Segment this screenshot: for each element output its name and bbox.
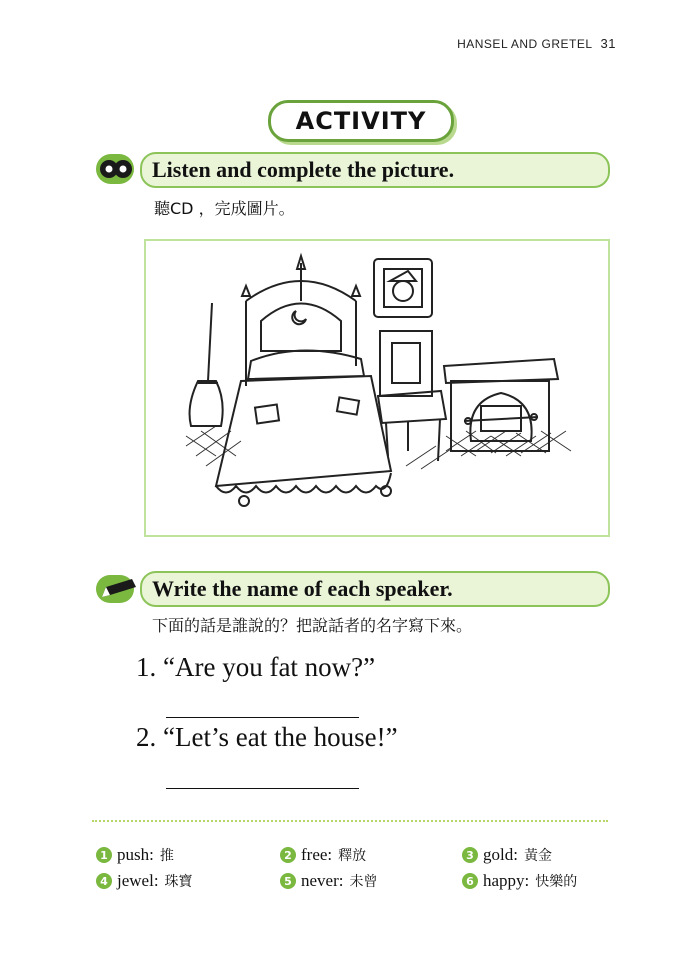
answer-blank-1[interactable] — [166, 717, 359, 718]
section-listen-title: Listen and complete the picture. — [152, 157, 455, 182]
answer-blank-2[interactable] — [166, 788, 359, 789]
vocab-translation: 珠寶 — [164, 874, 193, 890]
running-header — [457, 36, 616, 51]
bedroom-illustration — [146, 241, 608, 535]
vocab-item — [96, 845, 174, 865]
headphones-icon — [92, 150, 142, 188]
floor-hatching — [186, 426, 571, 469]
bed-body — [216, 350, 391, 506]
broom-drawing — [190, 303, 223, 426]
vocab-translation: 未曾 — [349, 874, 378, 890]
picture-frame — [144, 239, 610, 537]
section-listen-bar — [140, 152, 610, 188]
vocab-word: never: — [301, 871, 344, 890]
vocab-word: push: — [117, 845, 154, 864]
page-number: 31 — [600, 36, 616, 51]
vocab-translation: 推 — [159, 848, 174, 864]
listen-instruction-zh: 聽CD ，完成圖片。 — [154, 199, 295, 218]
wall-portrait — [374, 259, 432, 317]
vocab-item — [462, 871, 577, 891]
vocab-item — [280, 845, 366, 865]
vocab-number: 1 — [96, 847, 112, 863]
running-title: HANSEL AND GRETEL — [457, 37, 593, 51]
vocab-word: gold: — [483, 845, 518, 864]
question-1: 1. “Are you fat now?” — [136, 652, 376, 682]
chair-drawing — [378, 331, 446, 461]
pencil-icon — [92, 569, 142, 607]
question-2: 2. “Let’s eat the house!” — [136, 722, 398, 752]
activity-badge — [268, 100, 454, 142]
section-write-bar — [140, 571, 610, 607]
vocab-translation: 釋放 — [338, 848, 367, 864]
vocab-word: happy: — [483, 871, 530, 890]
vocab-number: 5 — [280, 873, 296, 889]
vocab-item — [280, 871, 377, 891]
section-write-title: Write the name of each speaker. — [152, 576, 453, 601]
vocab-number: 2 — [280, 847, 296, 863]
vocab-number: 6 — [462, 873, 478, 889]
vocab-word: jewel: — [117, 871, 159, 890]
vocab-item — [462, 845, 552, 865]
bed-headboard — [242, 256, 360, 386]
vocab-translation: 快樂的 — [535, 874, 578, 890]
oven-drawing — [444, 359, 558, 451]
vocab-number: 4 — [96, 873, 112, 889]
write-instruction-zh: 下面的話是誰說的？把說話者的名字寫下來。 — [152, 616, 473, 635]
vocab-word: free: — [301, 845, 333, 864]
vocab-translation: 黃金 — [523, 848, 552, 864]
vocab-number: 3 — [462, 847, 478, 863]
dotted-divider — [92, 820, 608, 822]
activity-label: ACTIVITY — [295, 107, 427, 135]
vocab-item — [96, 871, 193, 891]
